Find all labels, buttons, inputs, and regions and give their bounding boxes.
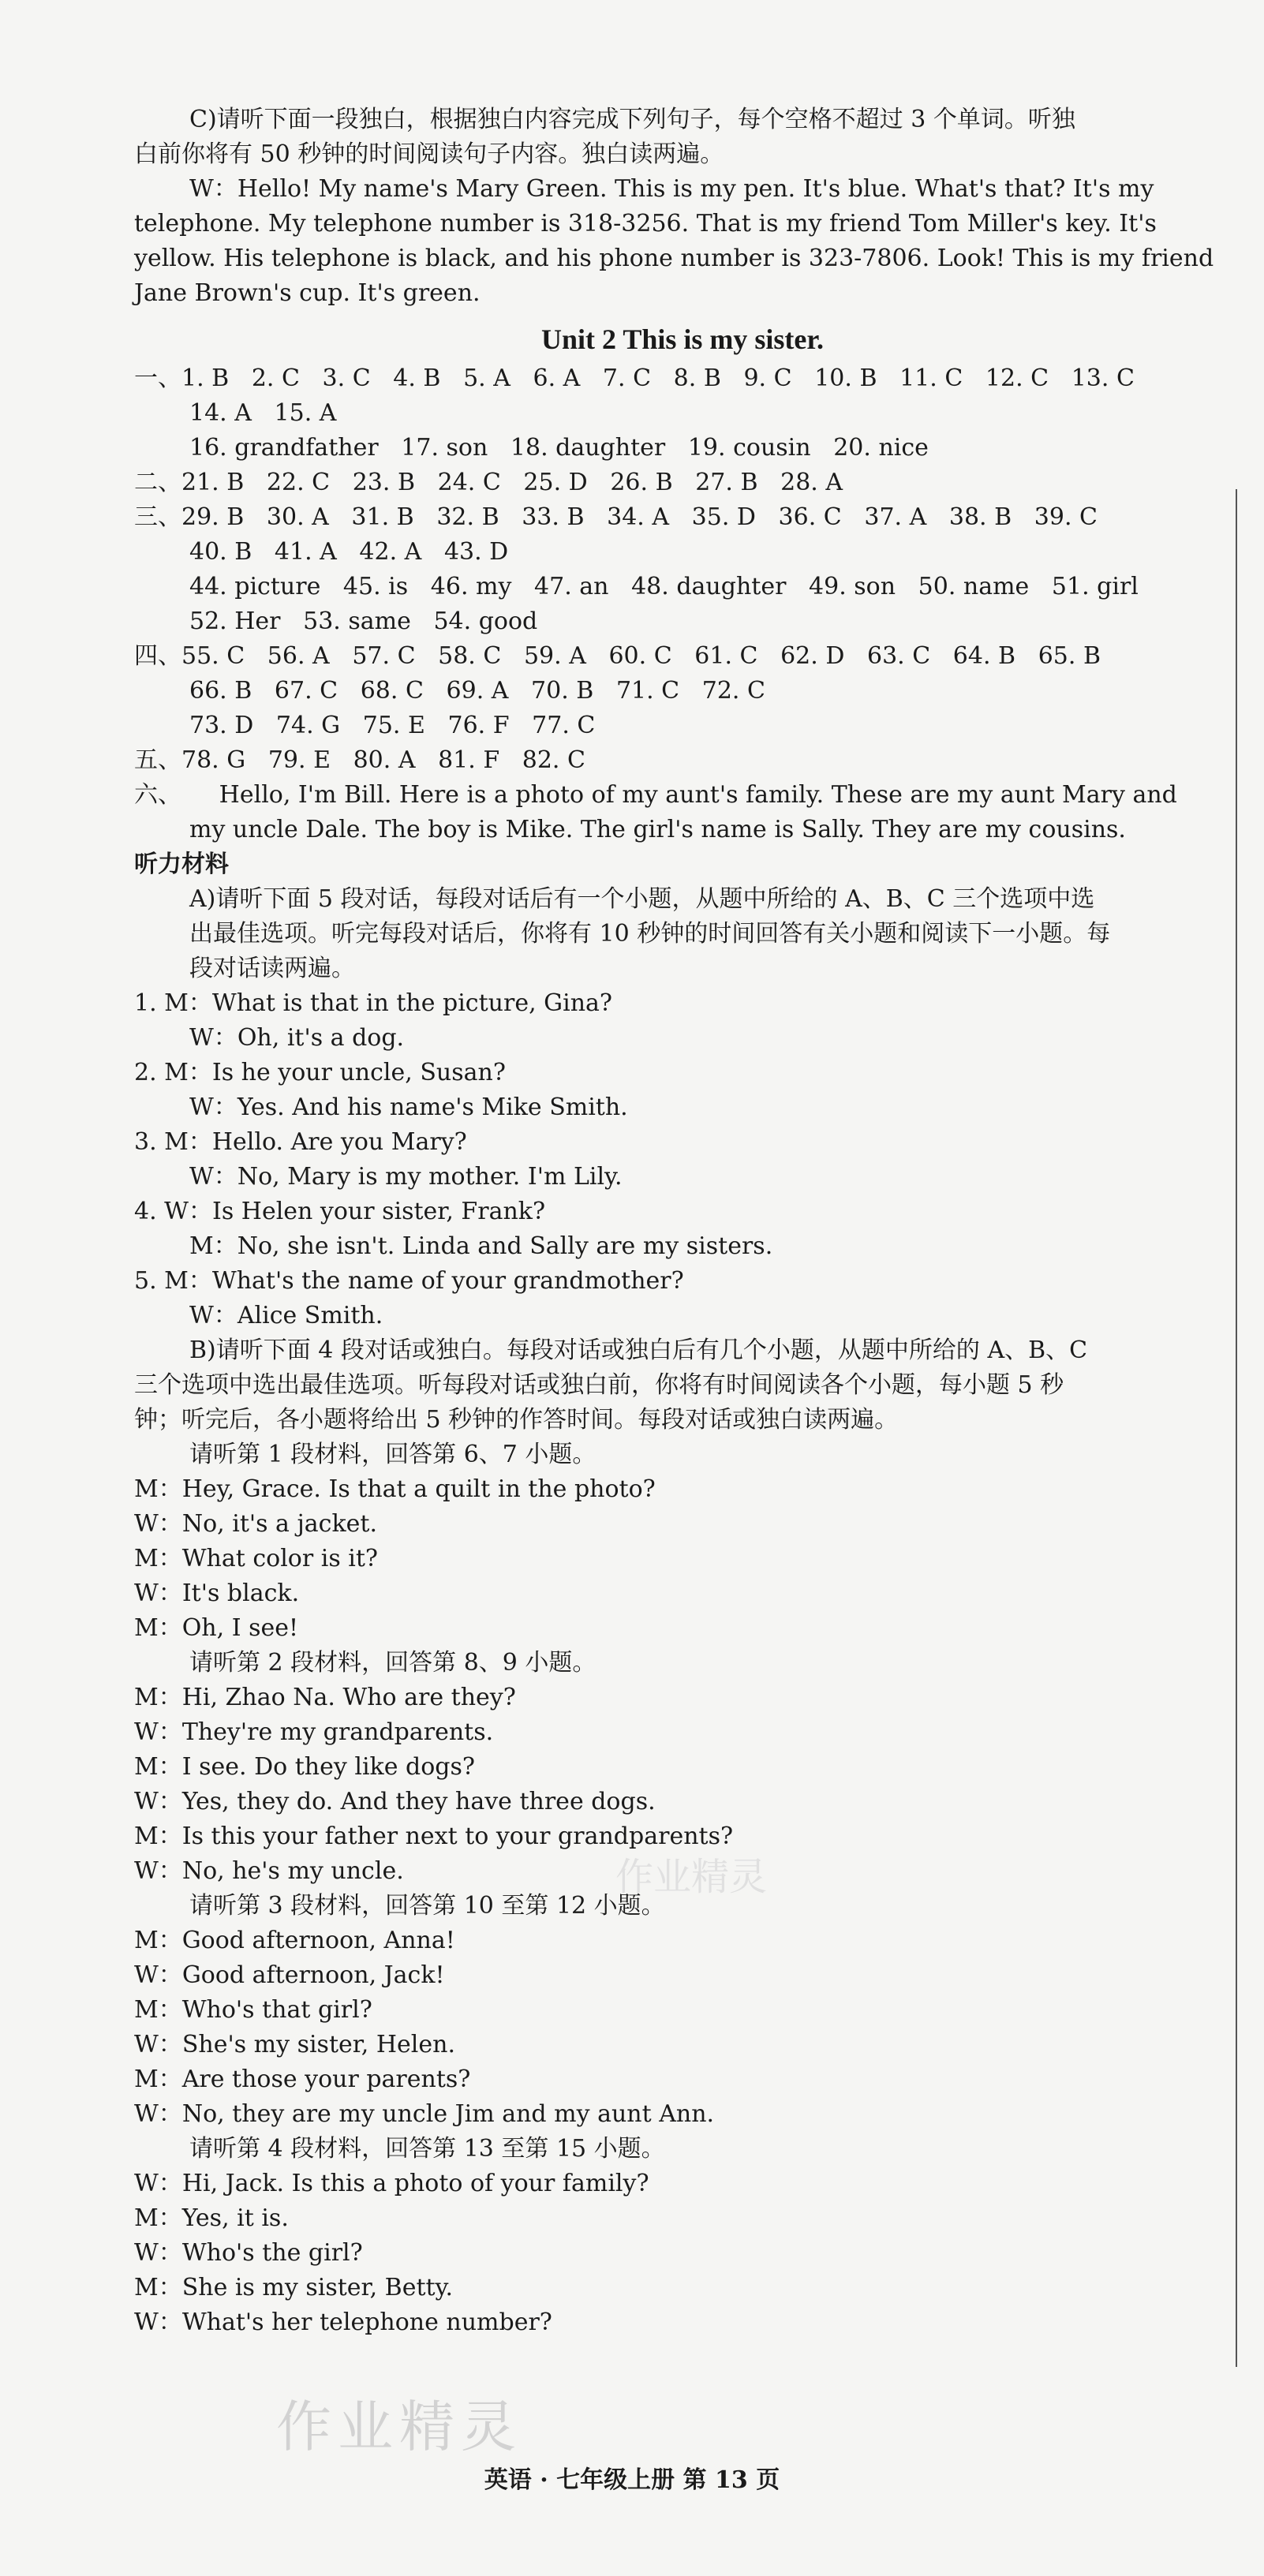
dialogue-line: M：Who's that girl? [134, 1996, 372, 2024]
watermark-faint: 作业精灵 [615, 1855, 768, 1899]
dialogue-line: 5. M：What's the name of your grandmother? [134, 1267, 684, 1295]
answer-line: 44. picture 45. is 46. my 47. an 48. daughter 49. son 50. name 51. girl [189, 573, 1139, 600]
answer-line: 16. grandfather 17. son 18. daughter 19. cousin 20. nice [189, 434, 929, 462]
dialogue-line: W：What's her telephone number? [134, 2309, 552, 2336]
unit-title: Unit 2 This is my sister. [540, 323, 825, 355]
intro-instruction-line: C)请听下面一段独白，根据独白内容完成下列句子，每个空格不超过 3 个单词。听独 [189, 106, 1075, 133]
watermark: 作业精灵 [276, 2395, 522, 2459]
answer-line: 73. D 74. G 75. E 76. F 77. C [189, 712, 596, 739]
dialogue-line: W：No, Mary is my mother. I'm Lily. [189, 1163, 623, 1191]
dialogue-line: W：No, it's a jacket. [134, 1510, 377, 1538]
section-heading: 请听第 3 段材料，回答第 10 至第 12 小题。 [189, 1892, 665, 1920]
dialogue-line: W：It's black. [134, 1580, 300, 1607]
listening-instruction-line: A)请听下面 5 段对话，每段对话后有一个小题，从题中所给的 A、B、C 三个选项中选 [189, 885, 1095, 913]
answer-line: 52. Her 53. same 54. good [189, 608, 538, 635]
answer-line: 40. B 41. A 42. A 43. D [189, 538, 509, 566]
dialogue-line: M：Is this your father next to your grandparents? [134, 1823, 734, 1850]
answer-line: 六、 Hello, I'm Bill. Here is a photo of my aunt's family. These are my aunt Mary and [134, 781, 1177, 809]
margin-rule [1236, 489, 1237, 2367]
dialogue-line: M：No, she isn't. Linda and Sally are my sisters. [189, 1232, 773, 1260]
dialogue-line: M：Oh, I see! [134, 1614, 299, 1642]
answer-line: 一、1. B 2. C 3. C 4. B 5. A 6. A 7. C 8. B 9. C 10. B 11. C 12. C 13. C [134, 365, 1135, 392]
answer-line: 66. B 67. C 68. C 69. A 70. B 71. C 72. C [189, 677, 765, 705]
dialogue-line: M：Hi, Zhao Na. Who are they? [134, 1684, 516, 1711]
monologue-line: yellow. His telephone is black, and his phone number is 323-7806. Look! This is my friend [134, 245, 1214, 272]
dialogue-line: W：No, they are my uncle Jim and my aunt Ann. [134, 2100, 715, 2128]
monologue-line: telephone. My telephone number is 318-3256. That is my friend Tom Miller's key. It's [134, 210, 1157, 237]
dialogue-line: M：What color is it? [134, 1545, 379, 1572]
answer-line: 三、29. B 30. A 31. B 32. B 33. B 34. A 35. D 36. C 37. A 38. B 39. C [134, 503, 1098, 531]
answer-line: 五、78. G 79. E 80. A 81. F 82. C [134, 746, 585, 774]
listening-instruction-line: B)请听下面 4 段对话或独白。每段对话或独白后有几个小题，从题中所给的 A、B、C [189, 1337, 1088, 1364]
dialogue-line: W：Alice Smith. [189, 1302, 383, 1329]
dialogue-line: W：Oh, it's a dog. [189, 1024, 405, 1052]
answer-line: 二、21. B 22. C 23. B 24. C 25. D 26. B 27. B 28. A [134, 469, 843, 496]
dialogue-line: W：Good afternoon, Jack! [134, 1961, 445, 1989]
dialogue-line: M：Hey, Grace. Is that a quilt in the photo? [134, 1475, 656, 1503]
dialogue-line: 1. M：What is that in the picture, Gina? [134, 989, 613, 1017]
listening-instruction-line: 出最佳选项。听完每段对话后，你将有 10 秒钟的时间回答有关小题和阅读下一小题。每 [189, 920, 1111, 948]
dialogue-line: M：Good afternoon, Anna! [134, 1927, 455, 1954]
monologue-line: W：Hello! My name's Mary Green. This is my pen. It's blue. What's that? It's my [189, 175, 1154, 203]
listening-instruction-line: 钟；听完后，各小题将给出 5 秒钟的作答时间。每段对话或独白读两遍。 [134, 1406, 899, 1434]
listening-instruction-line: 段对话读两遍。 [189, 955, 355, 982]
answer-line: 四、55. C 56. A 57. C 58. C 59. A 60. C 61. C 62. D 63. C 64. B 65. B [134, 642, 1101, 670]
dialogue-line: M：She is my sister, Betty. [134, 2274, 454, 2301]
dialogue-line: W：Yes. And his name's Mike Smith. [189, 1094, 628, 1121]
dialogue-line: M：I see. Do they like dogs? [134, 1753, 475, 1781]
dialogue-line: M：Are those your parents? [134, 2066, 471, 2093]
intro-instruction-line: 白前你将有 50 秒钟的时间阅读句子内容。独白读两遍。 [134, 140, 724, 168]
dialogue-line: 4. W：Is Helen your sister, Frank? [134, 1198, 546, 1225]
dialogue-line: W：Who's the girl? [134, 2239, 363, 2267]
dialogue-line: W：She's my sister, Helen. [134, 2031, 456, 2058]
answer-line: 14. A 15. A [189, 399, 337, 427]
listening-heading: 听力材料 [134, 851, 229, 878]
dialogue-line: W：No, he's my uncle. [134, 1857, 404, 1885]
section-heading: 请听第 1 段材料，回答第 6、7 小题。 [189, 1441, 596, 1468]
page-content [134, 103, 1231, 2340]
dialogue-line: W：Yes, they do. And they have three dogs. [134, 1788, 656, 1815]
monologue-line: Jane Brown's cup. It's green. [134, 279, 481, 307]
dialogue-line: M：Yes, it is. [134, 2204, 289, 2232]
listening-instruction-line: 三个选项中选出最佳选项。听每段对话或独白前，你将有时间阅读各个小题，每小题 5 秒 [134, 1371, 1064, 1399]
answer-line: my uncle Dale. The boy is Mike. The girl's name is Sally. They are my cousins. [189, 816, 1126, 843]
section-heading: 请听第 2 段材料，回答第 8、9 小题。 [189, 1649, 596, 1677]
dialogue-line: W：Hi, Jack. Is this a photo of your family? [134, 2170, 649, 2197]
page-footer: 英语 · 七年级上册 第 13 页 [484, 2466, 780, 2494]
dialogue-line: W：They're my grandparents. [134, 1718, 494, 1746]
dialogue-line: 3. M：Hello. Are you Mary? [134, 1128, 467, 1156]
dialogue-line: 2. M：Is he your uncle, Susan? [134, 1059, 506, 1086]
section-heading: 请听第 4 段材料，回答第 13 至第 15 小题。 [189, 2135, 665, 2163]
